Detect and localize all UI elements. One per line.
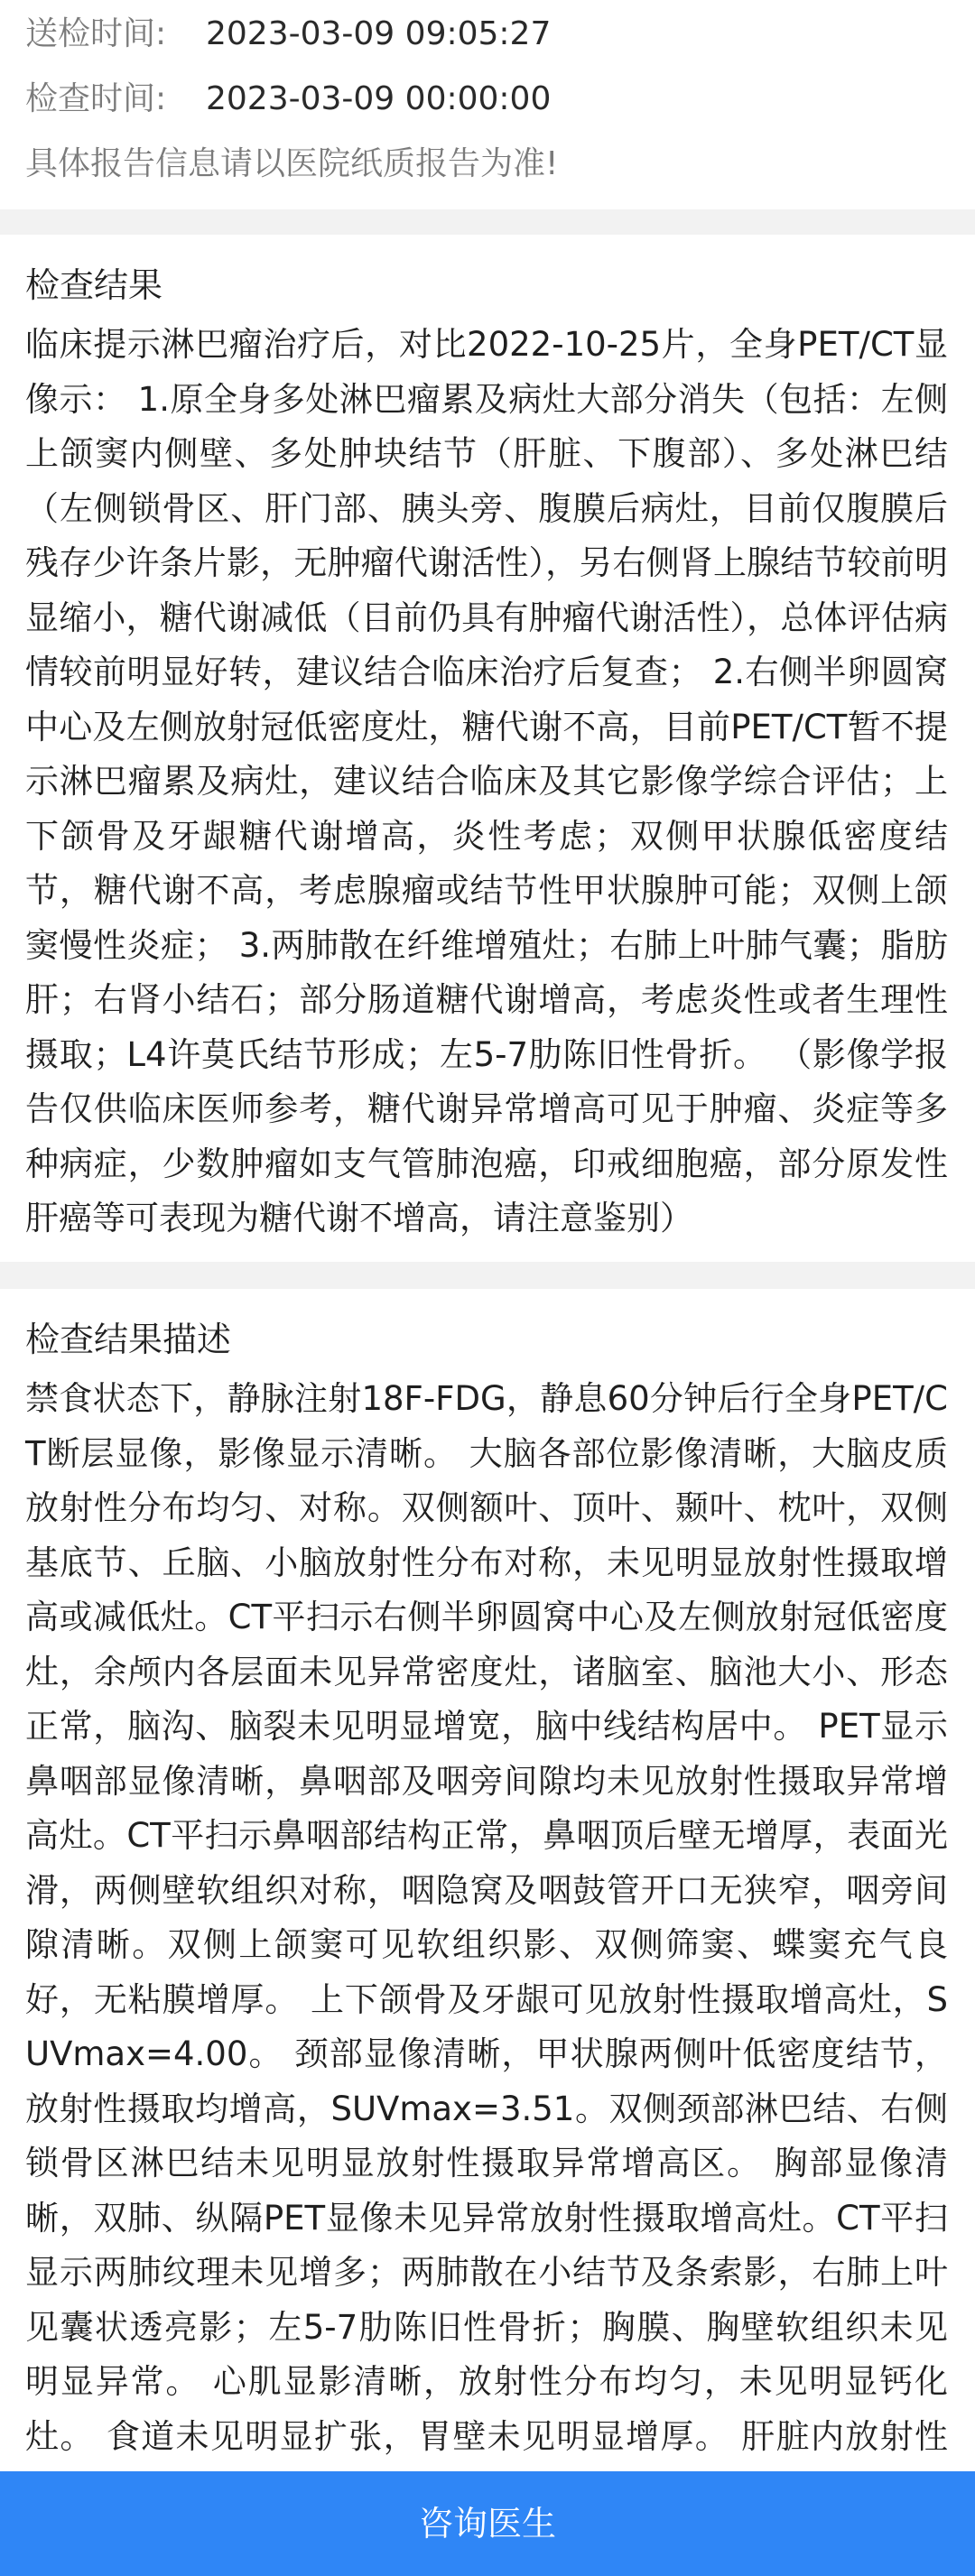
exam-result-text: 临床提示淋巴瘤治疗后，对比2022-10-25片，全身PET/CT显像示： 1.原全身多处淋巴瘤累及病灶大部分消失（包括：左侧上颌窦内侧壁、多处肿块结节（肝脏、下腹部）、多处淋巴结（左侧锁骨区、肝门部、胰头旁、腹膜后病灶，目前仅腹膜后残存少许条片影，无肿瘤代谢活性），另右侧肾上腺结节较前明显缩小，糖代谢减低（目前仍具有肿瘤代谢活性），总体评估病情较前明显好转，建议结合临床治疗后复查； 2.右侧半卵圆窝中心及左侧放射冠低密度灶，糖代谢不高，目前PET/CT暂不提示淋巴瘤累及病灶，建议结合临床及其它影像学综合评估；上下颌骨及牙龈糖代谢增高，炎性考虑；双侧甲状腺低密度结节，糖代谢不高，考虑腺瘤或结节性甲状腺肿可能；双侧上颌窦慢性炎症； 3.两肺散在纤维增殖灶；右肺上叶肺气囊；脂肪肝；右肾小结石；部分肠道糖代谢增高，考虑炎性或者生理性摄取；L4许莫氏结节形成；左5-7肋陈旧性骨折。 （影像学报告仅供临床医师参考，糖代谢异常增高可见于肿瘤、炎症等多种病症，少数肿瘤如支气管肺泡癌，印戒细胞癌，部分原发性肝癌等可表现为糖代谢不增高，请注意鉴别）	[25, 325, 948, 1237]
exam-result-section	[0, 235, 975, 1262]
submit-time-label: 送检时间:	[25, 15, 167, 52]
exam-result-title: 检查结果	[25, 265, 163, 305]
consult-doctor-button[interactable]: 咨询医生	[0, 2471, 975, 2576]
paper-report-notice: 具体报告信息请以医院纸质报告为准!	[25, 145, 559, 182]
exam-description-text: 禁食状态下，静脉注射18F-FDG，静息60分钟后行全身PET/CT断层显像，影像显示清晰。 大脑各部位影像清晰，大脑皮质放射性分布均匀、对称。双侧额叶、顶叶、颞叶、枕叶，双侧基底节、丘脑、小脑放射性分布对称，未见明显放射性摄取增高或减低灶。CT平扫示右侧半卵圆窝中心及左侧放射冠低密度灶，余颅内各层面未见异常密度灶，诸脑室、脑池大小、形态正常，脑沟、脑裂未见明显增宽，脑中线结构居中。 PET显示鼻咽部显像清晰，鼻咽部及咽旁间隙均未见放射性摄取异常增高灶。CT平扫示鼻咽部结构正常，鼻咽顶后壁无增厚，表面光滑，两侧壁软组织对称，咽隐窝及咽鼓管开口无狭窄，咽旁间隙清晰。双侧上颌窦可见软组织影、双侧筛窦、蝶窦充气良好，无粘膜增厚。 上下颌骨及牙龈可见放射性摄取增高灶，SUVmax=4.00。 颈部显像清晰，甲状腺两侧叶低密度结节，放射性摄取均增高，SUVmax=3.51。双侧颈部淋巴结、右侧锁骨区淋巴结未见明显放射性摄取异常增高区。 胸部显像清晰，双肺、纵隔PET显像未见异常放射性摄取增高灶。CT平扫显示两肺纹理未见增多；两肺散在小结节及条索影，右肺上叶见囊状透亮影；左5-7肋陈旧性骨折；胸膜、胸壁软组织未见明显异常。 心肌显影清晰，放射性分布均匀，未见明显钙化灶。 食道未见明显扩张，胃壁未见明显增厚。 肝脏内放射性	[25, 1379, 948, 2456]
section-divider	[0, 209, 975, 235]
submit-time-row	[25, 14, 551, 54]
exam-time-value: 2023-03-09 00:00:00	[206, 80, 552, 117]
exam-info-block	[0, 0, 975, 209]
exam-description-section	[0, 1289, 975, 2576]
submit-time-value: 2023-03-09 09:05:27	[206, 15, 552, 52]
exam-time-label: 检查时间:	[25, 80, 167, 117]
exam-time-row	[25, 79, 551, 119]
section-divider	[0, 1262, 975, 1289]
exam-description-title: 检查结果描述	[25, 1320, 232, 1359]
